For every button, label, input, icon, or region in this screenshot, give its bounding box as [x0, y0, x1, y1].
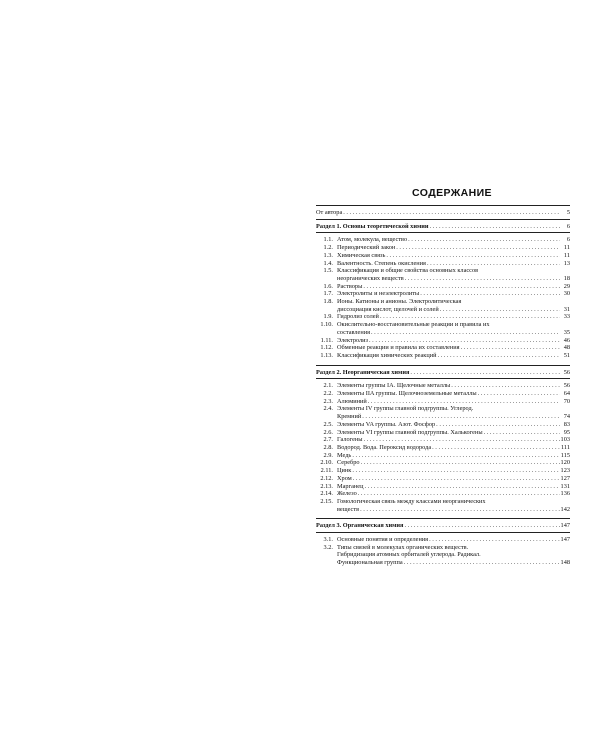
toc-entry-number: 1.9. [323, 313, 333, 321]
dot-leader [440, 306, 560, 314]
toc-entry [316, 390, 570, 398]
toc-entry [316, 313, 570, 321]
toc-entry-body [337, 236, 570, 244]
toc-entry-page: 5 [566, 209, 570, 216]
toc-entry [316, 490, 570, 498]
toc-entry-label-line: Функциональная группа [337, 559, 403, 567]
toc-entry-page: 127 [560, 474, 570, 482]
dot-leader [396, 244, 560, 252]
toc-entry-page: 136 [560, 490, 570, 498]
toc-entry [316, 283, 570, 291]
toc-entry-page: 95 [563, 428, 570, 436]
toc-entry-label-line: Галогены [337, 436, 363, 444]
toc-entry-label-line: Элементы IIA группы. Щелочноземельные металлы [337, 390, 477, 398]
dot-leader [432, 444, 560, 452]
toc-entry [316, 321, 570, 336]
toc-entry-body [337, 390, 570, 398]
toc-entry [316, 498, 570, 513]
toc-entry-number: 2.9. [323, 451, 333, 459]
toc-entry-number: 2.6. [323, 428, 333, 436]
toc-entry [316, 475, 570, 483]
toc-entry-number: 2.2. [323, 390, 333, 398]
toc-entry-label-line: Электролиз [337, 336, 369, 344]
toc-entry-body [337, 329, 570, 337]
toc-section-body [316, 522, 570, 530]
toc-entry [316, 298, 570, 313]
toc-entry-number: 1.3. [323, 251, 333, 259]
toc-entry-body [337, 559, 570, 567]
toc-entry-number: 1.13. [320, 351, 333, 359]
toc-entry [316, 382, 570, 390]
toc-entry-page: 148 [560, 559, 570, 567]
toc-entry-body [337, 283, 570, 291]
dot-leader [363, 283, 560, 291]
toc-section-page: 6 [566, 222, 570, 230]
toc-entry-body [337, 467, 570, 475]
toc-entry [316, 252, 570, 260]
toc-entry-text [337, 290, 570, 298]
toc-entry-label-line: Ионы. Катионы и анионы. Электролитическая [337, 298, 462, 306]
toc-entry-page: 147 [560, 536, 570, 544]
dot-leader [437, 352, 560, 360]
toc-entry-body [337, 398, 570, 406]
dot-leader [362, 413, 560, 421]
toc-entry-number: 2.10. [320, 459, 333, 467]
toc-entry-text [337, 298, 570, 313]
toc-entry-number: 1.5. [323, 267, 333, 275]
toc-entry-number: 1.10. [320, 321, 333, 329]
toc-entry-label-line: составления [337, 328, 370, 336]
toc-entry-label-line: Атом, молекула, вещество [337, 236, 408, 244]
toc-entry-page: 131 [560, 482, 570, 490]
toc-entry-page: 120 [560, 459, 570, 467]
toc-entry-page: 29 [563, 282, 570, 290]
toc-entry-text [337, 390, 570, 398]
toc-entry-body [337, 352, 570, 360]
toc-entry-number: 3.2. [323, 543, 333, 551]
toc-entry-body [337, 337, 570, 345]
toc-entry-text [337, 252, 570, 260]
toc-entry [316, 260, 570, 268]
dot-leader [405, 275, 560, 283]
dot-leader [478, 390, 560, 398]
toc-entry [316, 436, 570, 444]
toc-entry-label-line: Хром [337, 474, 352, 482]
toc-entry-text [337, 475, 570, 483]
divider [316, 518, 570, 519]
toc-entry [316, 344, 570, 352]
dot-leader [371, 329, 560, 337]
toc-entry-label-line: Медь [337, 451, 352, 459]
dot-leader [364, 483, 559, 491]
table-of-contents [316, 187, 570, 567]
toc-entry-page: 48 [563, 344, 570, 352]
toc-entry [316, 452, 570, 460]
toc-sections [316, 219, 570, 567]
toc-entry-number: 2.13. [320, 482, 333, 490]
toc-entry-label-line: Растворы [337, 282, 363, 290]
toc-entry-page: 51 [563, 351, 570, 359]
dot-leader [353, 475, 560, 483]
toc-entry-text [337, 344, 570, 352]
toc-entry-page: 18 [563, 274, 570, 282]
dot-leader [352, 467, 559, 475]
toc-entry-page: 70 [563, 397, 570, 405]
toc-entry-page: 35 [563, 328, 570, 336]
toc-section-label: Раздел 1. Основы теоретической химии [316, 222, 429, 230]
toc-entry-body [337, 244, 570, 252]
toc-entry-text [337, 436, 570, 444]
toc-entry-body [337, 452, 570, 460]
dot-leader [404, 559, 560, 567]
divider [316, 532, 570, 533]
toc-entry-number: 1.6. [323, 282, 333, 290]
toc-entry-text [337, 544, 570, 567]
toc-entry-label: От автора [316, 209, 343, 216]
dot-leader [368, 398, 560, 406]
dot-leader [484, 429, 560, 437]
dot-leader [380, 313, 560, 321]
toc-entry-label-line: Гибридизация атомных орбиталей углерода. Радикал. [337, 551, 481, 559]
toc-entry [316, 236, 570, 244]
toc-entry-label-line: Периодический закон [337, 244, 396, 252]
dot-leader [360, 506, 559, 514]
toc-entry-number: 2.1. [323, 382, 333, 390]
toc-entry-label-line: Элементы группы IA. Щелочные металлы [337, 382, 451, 390]
toc-entry [316, 544, 570, 567]
divider [316, 378, 570, 379]
toc-entry-text [337, 236, 570, 244]
toc-section-heading [316, 522, 570, 530]
toc-entry-body [337, 382, 570, 390]
toc-entry-text [337, 405, 570, 420]
dot-leader [436, 421, 560, 429]
toc-entry-number: 2.7. [323, 436, 333, 444]
toc-entry-body [337, 483, 570, 491]
toc-entry-body [337, 313, 570, 321]
toc-entry-number: 3.1. [323, 536, 333, 544]
toc-entry-body [337, 413, 570, 421]
toc-section-heading [316, 369, 570, 377]
toc-entry [316, 244, 570, 252]
toc-entry-label-line: Электролиты и неэлектролиты [337, 290, 420, 298]
dot-leader [352, 452, 559, 460]
dot-leader [461, 344, 560, 352]
toc-entry-text [337, 444, 570, 452]
toc-entry-page: 74 [563, 413, 570, 421]
toc-entry-text [337, 283, 570, 291]
spacer [316, 513, 570, 516]
toc-entry-label-line: Окислительно-восстановительные реакции и правила их [337, 321, 490, 329]
toc-entry-text [337, 382, 570, 390]
dot-leader [430, 223, 561, 231]
dot-leader [420, 290, 560, 298]
toc-entry-page: 56 [563, 382, 570, 390]
toc-section-heading [316, 223, 570, 231]
dot-leader [410, 369, 560, 377]
toc-entry-body [337, 306, 570, 314]
toc-entry [316, 444, 570, 452]
toc-section-label: Раздел 2. Неорганическая химия [316, 368, 410, 376]
toc-entry-label-line: диссоциация кислот, щелочей и солей [337, 305, 439, 313]
toc-entry-text [337, 498, 570, 513]
toc-entry-page: 30 [563, 290, 570, 298]
toc-entry-text [337, 483, 570, 491]
toc-entry [316, 421, 570, 429]
toc-entry-page: 64 [563, 390, 570, 398]
toc-entry-number: 1.2. [323, 244, 333, 252]
toc-entry-page: 123 [560, 467, 570, 475]
toc-entry [316, 337, 570, 345]
toc-entry [316, 352, 570, 360]
toc-entry-number: 2.11. [320, 467, 333, 475]
dot-leader [369, 337, 560, 345]
toc-entry-text [337, 421, 570, 429]
toc-entry-preface [316, 209, 570, 217]
toc-entry-page: 83 [563, 420, 570, 428]
toc-entry-page: 115 [560, 451, 570, 459]
dot-leader [404, 522, 559, 530]
toc-entry [316, 467, 570, 475]
toc-entry-body [337, 275, 570, 283]
page-title: СОДЕРЖАНИЕ [412, 187, 492, 199]
dot-leader [386, 252, 560, 260]
toc-entry-text [337, 536, 570, 544]
toc-entry-text [337, 398, 570, 406]
toc-entry-number: 2.15. [320, 497, 333, 505]
toc-entry-body [337, 421, 570, 429]
toc-entry-page: 13 [563, 259, 570, 267]
toc-entry-body [337, 344, 570, 352]
toc-entry-page: 33 [563, 313, 570, 321]
toc-entry [316, 483, 570, 491]
toc-entry-page: 6 [566, 236, 570, 244]
toc-entry-number: 1.8. [323, 298, 333, 306]
toc-entry [316, 398, 570, 406]
toc-entry-label-line: Элементы VA группы. Азот. Фосфор [337, 420, 436, 428]
toc-entry-page: 11 [563, 251, 570, 259]
toc-entry [316, 290, 570, 298]
toc-entry-body [337, 506, 570, 514]
toc-section-body [316, 369, 570, 377]
toc-entry-text [337, 244, 570, 252]
toc-section-label: Раздел 3. Органическая химия [316, 522, 404, 530]
toc-entry-body [337, 260, 570, 268]
toc-entry-label-line: веществ [337, 505, 360, 513]
dot-leader [408, 236, 560, 244]
toc-entry-number: 2.5. [323, 420, 333, 428]
toc-entry-number: 1.11. [320, 336, 333, 344]
toc-entry-body [337, 444, 570, 452]
toc-entry-number: 1.12. [320, 344, 333, 352]
toc-entry-page: 142 [560, 505, 570, 513]
toc-entry [316, 536, 570, 544]
toc-entry-text [337, 267, 570, 282]
toc-entry-number: 2.12. [320, 474, 333, 482]
toc-entry-text [337, 321, 570, 336]
toc-entry-label-line: Гомологическая связь между классами неорганических [337, 497, 486, 505]
spacer [316, 360, 570, 363]
toc-entry-body [337, 475, 570, 483]
toc-entry-body [337, 252, 570, 260]
toc-entry-label-line: Элементы IV группы главной подгруппы. Углерод. [337, 405, 474, 413]
toc-entry-text [337, 337, 570, 345]
toc-section-body [316, 223, 570, 231]
toc-entry-text [337, 429, 570, 437]
toc-entry-label-line: Элементы VI группы главной подгруппы. Халькогены [337, 428, 483, 436]
toc-entry-page: 11 [563, 244, 570, 252]
divider [316, 219, 570, 220]
toc-entry-text [337, 459, 570, 467]
toc-entry [316, 267, 570, 282]
toc-entry-number: 2.8. [323, 443, 333, 451]
toc-entry-label-line: Валентность. Степень окисления [337, 259, 426, 267]
toc-entry-text [337, 452, 570, 460]
toc-entry-page: 111 [561, 443, 570, 451]
dot-leader [361, 459, 560, 467]
toc-entry-label-line: Водород. Вода. Пероксид водорода [337, 443, 432, 451]
toc-entry-label-line: Основные понятия и определения [337, 536, 429, 544]
toc-entry [316, 459, 570, 467]
dot-leader [343, 209, 560, 217]
toc-entry-page: 46 [563, 336, 570, 344]
toc-entry-body [337, 436, 570, 444]
dot-leader [358, 490, 560, 498]
divider [316, 232, 570, 233]
toc-entry-body [337, 290, 570, 298]
toc-entry-page: 31 [563, 305, 570, 313]
toc-entry-label-line: Железо [337, 490, 357, 498]
toc-entry-body [337, 490, 570, 498]
toc-entry-number: 2.14. [320, 490, 333, 498]
toc-entry-body [337, 459, 570, 467]
toc-entry-text [337, 352, 570, 360]
toc-entry-text [337, 467, 570, 475]
toc-entry-label-line: Алюминий [337, 397, 367, 405]
toc-entry-label-line: Гидролиз солей [337, 313, 379, 321]
toc-entry-label-line: неорганических веществ [337, 274, 404, 282]
toc-entry-number: 1.7. [323, 290, 333, 298]
toc-entry-label-line: Типы связей в молекулах органических веществ. [337, 543, 469, 551]
toc-entry-label-line: Марганец [337, 482, 364, 490]
toc-section-page: 147 [560, 522, 570, 530]
toc-entry-body [337, 429, 570, 437]
toc-section-page: 56 [563, 368, 570, 376]
divider [316, 365, 570, 366]
toc-entry [316, 405, 570, 420]
toc-entry-label-line: Химическая связь [337, 251, 386, 259]
toc-entry-label-line: Классификация и общие свойства основных классов [337, 267, 479, 275]
dot-leader [451, 382, 560, 390]
dot-leader [364, 436, 560, 444]
toc-entry-label-line: Цинк [337, 467, 352, 475]
toc-entry [316, 429, 570, 437]
toc-entry-text [337, 260, 570, 268]
toc-entry-number: 1.1. [323, 236, 333, 244]
toc-entry-text [337, 490, 570, 498]
toc-entry-label-line: Классификация химических реакций [337, 351, 437, 359]
toc-entry-text [337, 313, 570, 321]
toc-entry-page: 103 [560, 436, 570, 444]
toc-entry-body [337, 536, 570, 544]
dot-leader [429, 536, 559, 544]
toc-entry-label-line: Серебро [337, 459, 360, 467]
toc-entry-number: 2.4. [323, 405, 333, 413]
toc-entry-number: 1.4. [323, 259, 333, 267]
dot-leader [427, 260, 560, 268]
divider [316, 205, 570, 206]
toc-entry-number: 2.3. [323, 397, 333, 405]
toc-entry-label-line: Кремний [337, 413, 362, 421]
toc-entry-label-line: Обменные реакции и правила их составления [337, 344, 460, 352]
